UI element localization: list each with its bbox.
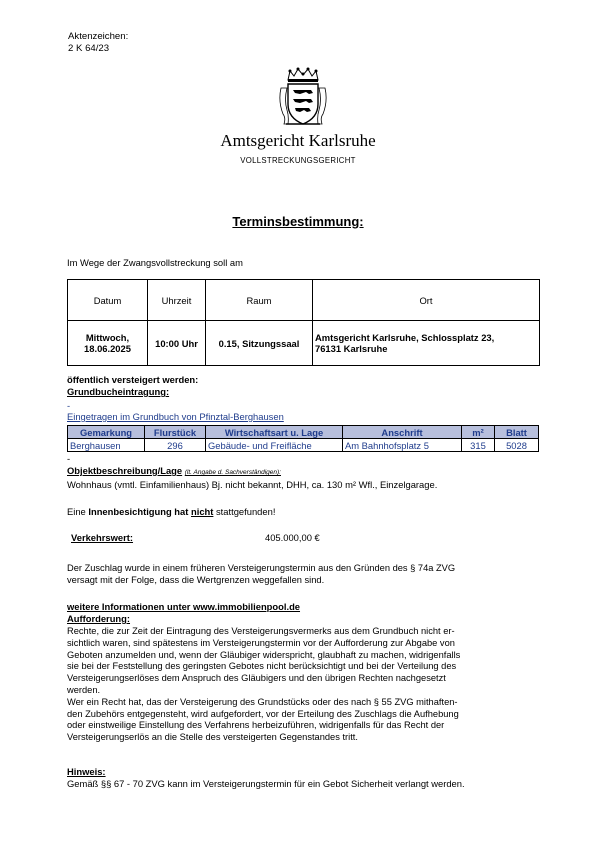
aufforderung-line: Rechte, die zur Zeit der Eintragung des Versteigerungsvermerks aus dem Grundbuch nicht er- <box>67 626 455 636</box>
header-datum: Datum <box>68 280 148 321</box>
termin-value-row <box>68 321 540 366</box>
termin-header-row <box>68 280 540 321</box>
hinweis-heading: Hinweis: <box>67 766 106 777</box>
verkehrswert-value: 405.000,00 € <box>265 532 320 543</box>
aktenzeichen-label: Aktenzeichen: <box>68 31 129 42</box>
aufforderung-text <box>67 626 537 744</box>
objekt-text: Wohnhaus (vmtl. Einfamilienhaus) Bj. nicht bekannt, DHH, ca. 130 m² Wfl., Einzelgarage. <box>67 479 438 490</box>
gb-wirtschaftsart: Gebäude- und Freifläche <box>206 439 343 452</box>
besichtigung-text <box>67 506 275 517</box>
cell-datum <box>68 321 148 366</box>
aktenzeichen-value: 2 K 64/23 <box>68 43 110 54</box>
ort-line1: Amtsgericht Karlsruhe, Schlossplatz 23, <box>315 332 495 343</box>
zuschlag-text <box>67 563 537 587</box>
grundbuch-header-row <box>68 426 539 439</box>
court-name: Amtsgericht Karlsruhe <box>220 131 376 150</box>
aufforderung-line: werden. <box>67 684 101 695</box>
gb-header-blatt: Blatt <box>495 426 539 439</box>
gb-header-m2: m² <box>462 426 495 439</box>
court-subtitle: VOLLSTRECKUNGSGERICHT <box>240 156 356 165</box>
objekt-note: (lt. Angabe d. Sachverständigen): <box>184 469 281 476</box>
besichtigung-bold: Innenbesichtigung hat <box>88 506 191 517</box>
weitere-info: weitere Informationen unter www.immobilienpool.de <box>67 601 301 612</box>
gb-header-wirtschaftsart: Wirtschaftsart u. Lage <box>206 426 343 439</box>
grundbuch-heading: Grundbucheintragung: <box>67 386 170 397</box>
header-raum: Raum <box>206 280 313 321</box>
objekt-heading-line <box>67 465 281 476</box>
gb-flurstueck: 296 <box>145 439 206 452</box>
verkehrswert-label: Verkehrswert: <box>71 532 134 543</box>
cell-raum: 0.15, Sitzungssaal <box>206 321 313 366</box>
dash-2: - <box>67 453 71 464</box>
grundbuch-value-row <box>68 439 539 452</box>
aktenzeichen <box>68 31 128 55</box>
aufforderung-line: Versteigerungserlöses dem Anspruch des Gläubigers und den übrigen Rechten nachgesetzt <box>67 673 446 684</box>
besichtigung-post: stattgefunden! <box>213 506 276 517</box>
header-ort: Ort <box>313 280 540 321</box>
datum-date: 18.06.2025 <box>84 343 131 354</box>
aufforderung-line: Wer ein Recht hat, das der Versteigerung des Grundstücks oder des nach § 55 ZVG mithaften- <box>67 696 458 707</box>
document-title: Terminsbestimmung: <box>232 214 364 229</box>
hinweis-text: Gemäß §§ 67 - 70 ZVG kann im Versteigerungstermin für ein Gebot Sicherheit verlangt werden. <box>67 778 465 789</box>
zuschlag-line-2: versagt mit der Folge, dass die Wertgrenzen weggefallen sind. <box>67 574 325 585</box>
zuschlag-line-1: Der Zuschlag wurde in einem früheren Versteigerungstermin aus den Gründen des § 74a ZVG <box>67 563 456 573</box>
versteigert-text: öffentlich versteigert werden: <box>67 374 199 385</box>
gb-header-anschrift: Anschrift <box>343 426 462 439</box>
dash-1: - <box>67 400 71 411</box>
intro-text: Im Wege der Zwangsvollstreckung soll am <box>67 257 243 268</box>
ort-line2: 76131 Karlsruhe <box>315 343 388 354</box>
cell-uhrzeit: 10:00 Uhr <box>148 321 206 366</box>
gb-header-flurstueck: Flurstück <box>145 426 206 439</box>
gb-blatt: 5028 <box>495 439 539 452</box>
gb-anschrift: Am Bahnhofsplatz 5 <box>343 439 462 452</box>
aufforderung-line: sichtlich waren, sind spätestens im Versteigerungstermin vor der Aufforderung zur Abgabe von <box>67 637 455 648</box>
gb-header-gemarkung: Gemarkung <box>68 426 145 439</box>
aufforderung-heading: Aufforderung: <box>67 613 131 624</box>
grundbuch-line: Eingetragen im Grundbuch von Pfinztal-Berghausen <box>67 411 284 422</box>
aufforderung-line: sie bei der Feststellung des geringsten Gebotes nicht berücksichtigt und bei der Verteilung des <box>67 661 457 672</box>
grundbuch-table <box>67 425 539 452</box>
aufforderung-line: den Zubehörs entgegensteht, wird aufgefordert, vor der Erteilung des Zuschlags die Aufhebung <box>67 708 459 719</box>
datum-weekday: Mittwoch, <box>85 332 130 343</box>
termin-table <box>67 279 540 366</box>
besichtigung-nicht: nicht <box>190 506 214 517</box>
header-uhrzeit: Uhrzeit <box>148 280 206 321</box>
objekt-heading: Objektbeschreibung/Lage <box>67 465 183 476</box>
gb-gemarkung: Berghausen <box>68 439 145 452</box>
coat-of-arms-icon <box>278 66 328 128</box>
cell-ort <box>313 321 540 366</box>
gb-m2: 315 <box>462 439 495 452</box>
aufforderung-line: Geboten anzumelden und, wenn der Gläubiger widerspricht, glaubhaft zu machen, widrigenfalls <box>67 649 461 660</box>
besichtigung-pre: Eine <box>67 506 89 517</box>
aufforderung-line: oder einstweilige Einstellung des Verfahrens herbeizuführen, widrigenfalls für das Recht der <box>67 720 445 731</box>
aufforderung-line: Versteigerungserlös an die Stelle des versteigerten Gegenstandes tritt. <box>67 732 358 743</box>
